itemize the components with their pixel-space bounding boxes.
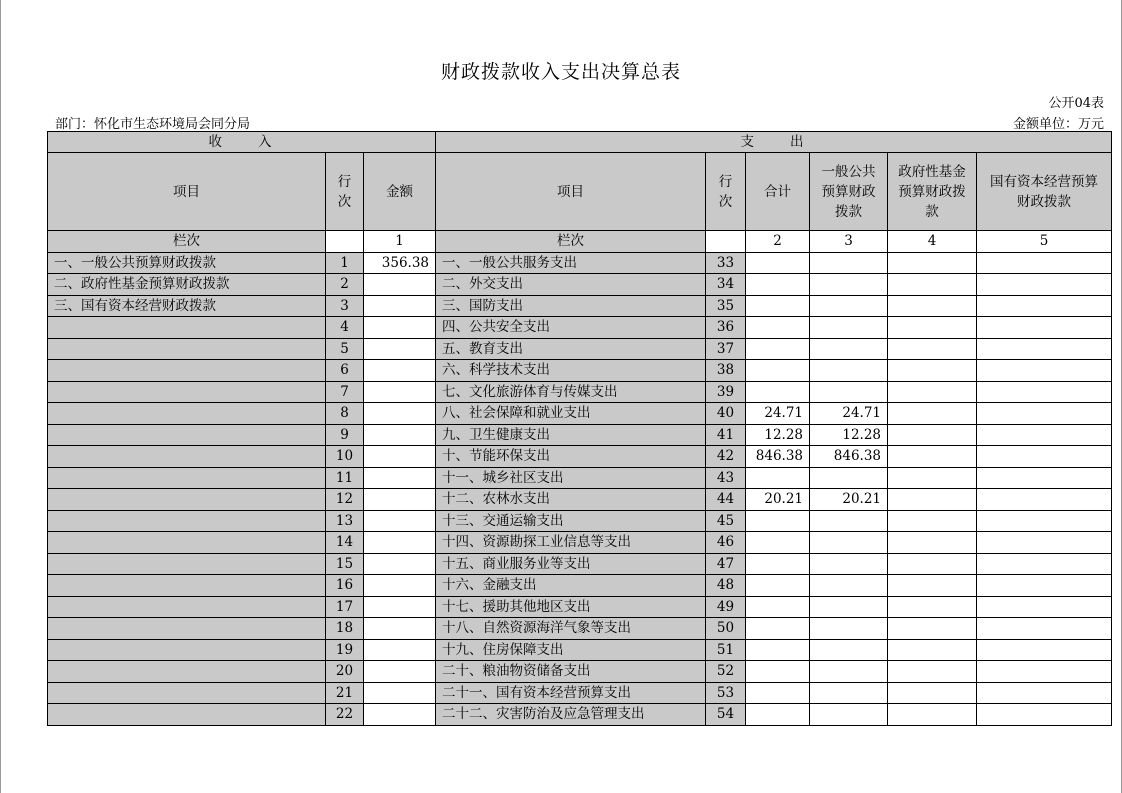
gov-fund-cell [888, 618, 977, 640]
state-capital-cell [977, 403, 1112, 425]
general-budget-cell [810, 596, 888, 618]
table-row [48, 295, 1112, 317]
gov-fund-cell [888, 510, 977, 532]
table-row [48, 661, 1112, 683]
income-row-no-cell: 20 [326, 661, 364, 683]
income-row-no-cell: 10 [326, 446, 364, 468]
table-row [48, 403, 1112, 425]
income-item-cell [48, 682, 326, 704]
general-budget-cell [810, 360, 888, 382]
income-item-cell [48, 467, 326, 489]
gov-fund-cell [888, 424, 977, 446]
table-row [48, 618, 1112, 640]
table-row [48, 553, 1112, 575]
gov-fund-cell [888, 317, 977, 339]
table-row [48, 274, 1112, 296]
expense-item-cell: 十二、农林水支出 [436, 489, 706, 511]
expense-item-cell: 九、卫生健康支出 [436, 424, 706, 446]
general-budget-cell: 846.38 [810, 446, 888, 468]
total-cell [746, 295, 810, 317]
expense-section-header: 支 出 [436, 132, 1112, 153]
general-budget-cell [810, 661, 888, 683]
income-item-header: 项目 [48, 153, 326, 231]
expense-row-no-cell: 50 [706, 618, 746, 640]
state-capital-cell [977, 682, 1112, 704]
gov-fund-header: 政府性基金预算财政拨款 [888, 153, 977, 231]
expense-row-no-cell: 46 [706, 532, 746, 554]
gov-fund-cell [888, 575, 977, 597]
income-row-no-cell: 14 [326, 532, 364, 554]
expense-item-cell: 十五、商业服务业等支出 [436, 553, 706, 575]
table-row [48, 575, 1112, 597]
expense-row-no-cell: 49 [706, 596, 746, 618]
income-row-no-cell: 3 [326, 295, 364, 317]
expense-item-cell: 十九、住房保障支出 [436, 639, 706, 661]
table-row [48, 338, 1112, 360]
state-capital-cell [977, 424, 1112, 446]
state-capital-cell [977, 618, 1112, 640]
expense-row-no-cell: 48 [706, 575, 746, 597]
table-row [48, 252, 1112, 274]
state-capital-cell [977, 338, 1112, 360]
expense-item-header: 项目 [436, 153, 706, 231]
state-capital-cell [977, 661, 1112, 683]
state-capital-cell [977, 467, 1112, 489]
fiscal-summary-table [47, 131, 1112, 726]
state-capital-cell [977, 532, 1112, 554]
page-title: 财政拨款收入支出决算总表 [440, 61, 681, 83]
state-capital-cell [977, 575, 1112, 597]
income-item-cell [48, 532, 326, 554]
expense-item-cell: 二十一、国有资本经营预算支出 [436, 682, 706, 704]
state-capital-cell [977, 510, 1112, 532]
gov-fund-cell [888, 553, 977, 575]
form-number: 公开04表 [1048, 96, 1104, 111]
income-amount-cell [364, 510, 436, 532]
column-index-5: 5 [977, 231, 1112, 253]
total-cell [746, 618, 810, 640]
income-amount-cell [364, 661, 436, 683]
state-capital-header: 国有资本经营预算财政拨款 [977, 153, 1112, 231]
column-index-3: 3 [810, 231, 888, 253]
general-budget-cell [810, 618, 888, 640]
income-amount-cell [364, 360, 436, 382]
general-budget-cell [810, 467, 888, 489]
total-cell [746, 553, 810, 575]
expense-row-no-cell: 54 [706, 704, 746, 726]
table-row [48, 424, 1112, 446]
column-index-blank [706, 231, 746, 253]
total-cell [746, 252, 810, 274]
expense-item-cell: 十、节能环保支出 [436, 446, 706, 468]
total-cell: 846.38 [746, 446, 810, 468]
income-amount-cell [364, 553, 436, 575]
income-amount-cell [364, 575, 436, 597]
department-label: 部门：怀化市生态环境局会同分局 [55, 117, 251, 132]
total-cell: 12.28 [746, 424, 810, 446]
general-budget-cell: 24.71 [810, 403, 888, 425]
gov-fund-cell [888, 489, 977, 511]
income-amount-cell [364, 639, 436, 661]
general-budget-cell [810, 381, 888, 403]
total-cell [746, 467, 810, 489]
column-index-label: 栏次 [48, 231, 326, 253]
amount-unit-label: 金额单位：万元 [1012, 117, 1104, 132]
income-amount-cell: 356.38 [364, 252, 436, 274]
total-cell [746, 274, 810, 296]
income-item-cell [48, 661, 326, 683]
income-item-cell [48, 489, 326, 511]
expense-row-no-cell: 51 [706, 639, 746, 661]
expense-item-cell: 十三、交通运输支出 [436, 510, 706, 532]
expense-row-no-cell: 41 [706, 424, 746, 446]
income-amount-cell [364, 295, 436, 317]
general-budget-cell [810, 252, 888, 274]
gov-fund-cell [888, 661, 977, 683]
total-cell [746, 639, 810, 661]
income-amount-cell [364, 381, 436, 403]
expense-row-no-cell: 45 [706, 510, 746, 532]
income-item-cell [48, 338, 326, 360]
total-cell [746, 381, 810, 403]
expense-row-no-cell: 44 [706, 489, 746, 511]
expense-item-cell: 二十、粮油物资储备支出 [436, 661, 706, 683]
column-index-blank [326, 231, 364, 253]
income-item-cell [48, 446, 326, 468]
expense-item-cell: 十六、金融支出 [436, 575, 706, 597]
expense-row-no-cell: 38 [706, 360, 746, 382]
expense-row-no-cell: 47 [706, 553, 746, 575]
expense-row-no-cell: 34 [706, 274, 746, 296]
expense-row-no-header: 行次 [706, 153, 746, 231]
income-amount-cell [364, 338, 436, 360]
income-row-no-cell: 18 [326, 618, 364, 640]
income-item-cell [48, 403, 326, 425]
state-capital-cell [977, 553, 1112, 575]
expense-item-cell: 五、教育支出 [436, 338, 706, 360]
income-amount-cell [364, 446, 436, 468]
income-row-no-header: 行次 [326, 153, 364, 231]
gov-fund-cell [888, 704, 977, 726]
income-row-no-cell: 8 [326, 403, 364, 425]
income-section-header: 收 入 [48, 132, 436, 153]
state-capital-cell [977, 596, 1112, 618]
gov-fund-cell [888, 274, 977, 296]
total-cell: 24.71 [746, 403, 810, 425]
expense-item-cell: 三、国防支出 [436, 295, 706, 317]
general-budget-cell [810, 682, 888, 704]
table-row [48, 510, 1112, 532]
general-budget-cell [810, 532, 888, 554]
column-index-2: 2 [746, 231, 810, 253]
total-cell [746, 338, 810, 360]
income-item-cell [48, 424, 326, 446]
expense-item-cell: 十四、资源勘探工业信息等支出 [436, 532, 706, 554]
column-index-4: 4 [888, 231, 977, 253]
expense-item-cell: 七、文化旅游体育与传媒支出 [436, 381, 706, 403]
table-row [48, 360, 1112, 382]
table-row [48, 446, 1112, 468]
expense-row-no-cell: 33 [706, 252, 746, 274]
general-budget-cell [810, 338, 888, 360]
income-amount-cell [364, 682, 436, 704]
total-cell [746, 532, 810, 554]
expense-item-cell: 八、社会保障和就业支出 [436, 403, 706, 425]
expense-row-no-cell: 37 [706, 338, 746, 360]
income-item-cell [48, 704, 326, 726]
income-amount-cell [364, 274, 436, 296]
gov-fund-cell [888, 381, 977, 403]
general-budget-cell [810, 575, 888, 597]
income-amount-cell [364, 424, 436, 446]
gov-fund-cell [888, 360, 977, 382]
expense-item-cell: 六、科学技术支出 [436, 360, 706, 382]
state-capital-cell [977, 446, 1112, 468]
general-budget-cell [810, 274, 888, 296]
table-row [48, 317, 1112, 339]
income-row-no-cell: 1 [326, 252, 364, 274]
income-row-no-cell: 11 [326, 467, 364, 489]
income-item-cell [48, 596, 326, 618]
table-row [48, 704, 1112, 726]
total-cell [746, 704, 810, 726]
state-capital-cell [977, 639, 1112, 661]
expense-item-cell: 二、外交支出 [436, 274, 706, 296]
gov-fund-cell [888, 532, 977, 554]
total-cell [746, 596, 810, 618]
state-capital-cell [977, 295, 1112, 317]
income-amount-cell [364, 317, 436, 339]
table-row [48, 467, 1112, 489]
general-budget-cell [810, 510, 888, 532]
total-cell [746, 682, 810, 704]
table-row [48, 532, 1112, 554]
table-row [48, 682, 1112, 704]
income-row-no-cell: 2 [326, 274, 364, 296]
expense-row-no-cell: 39 [706, 381, 746, 403]
income-row-no-cell: 7 [326, 381, 364, 403]
general-budget-cell [810, 704, 888, 726]
total-cell [746, 661, 810, 683]
income-amount-header: 金额 [364, 153, 436, 231]
gov-fund-cell [888, 295, 977, 317]
gov-fund-cell [888, 252, 977, 274]
income-row-no-cell: 6 [326, 360, 364, 382]
expense-item-cell: 十七、援助其他地区支出 [436, 596, 706, 618]
gov-fund-cell [888, 467, 977, 489]
income-row-no-cell: 5 [326, 338, 364, 360]
state-capital-cell [977, 704, 1112, 726]
income-item-cell: 三、国有资本经营财政拨款 [48, 295, 326, 317]
income-amount-cell [364, 704, 436, 726]
general-budget-cell [810, 553, 888, 575]
income-item-cell [48, 575, 326, 597]
expense-row-no-cell: 43 [706, 467, 746, 489]
income-row-no-cell: 15 [326, 553, 364, 575]
total-cell [746, 360, 810, 382]
income-row-no-cell: 17 [326, 596, 364, 618]
income-item-cell [48, 553, 326, 575]
expense-row-no-cell: 35 [706, 295, 746, 317]
income-item-cell [48, 510, 326, 532]
income-row-no-cell: 22 [326, 704, 364, 726]
general-budget-cell: 12.28 [810, 424, 888, 446]
expense-row-no-cell: 42 [706, 446, 746, 468]
general-budget-header: 一般公共预算财政拨款 [810, 153, 888, 231]
income-amount-cell [364, 532, 436, 554]
gov-fund-cell [888, 682, 977, 704]
gov-fund-cell [888, 639, 977, 661]
expense-item-cell: 二十二、灾害防治及应急管理支出 [436, 704, 706, 726]
table-row [48, 381, 1112, 403]
income-item-cell [48, 381, 326, 403]
income-row-no-cell: 19 [326, 639, 364, 661]
income-row-no-cell: 16 [326, 575, 364, 597]
state-capital-cell [977, 381, 1112, 403]
state-capital-cell [977, 252, 1112, 274]
general-budget-cell [810, 639, 888, 661]
income-row-no-cell: 13 [326, 510, 364, 532]
expense-item-cell: 十八、自然资源海洋气象等支出 [436, 618, 706, 640]
column-index-1: 1 [364, 231, 436, 253]
table-row [48, 489, 1112, 511]
income-item-cell: 二、政府性基金预算财政拨款 [48, 274, 326, 296]
total-cell [746, 510, 810, 532]
income-amount-cell [364, 403, 436, 425]
gov-fund-cell [888, 596, 977, 618]
state-capital-cell [977, 317, 1112, 339]
state-capital-cell [977, 274, 1112, 296]
general-budget-cell [810, 295, 888, 317]
general-budget-cell [810, 317, 888, 339]
income-amount-cell [364, 596, 436, 618]
income-item-cell [48, 360, 326, 382]
state-capital-cell [977, 489, 1112, 511]
state-capital-cell [977, 360, 1112, 382]
expense-row-no-cell: 36 [706, 317, 746, 339]
expense-item-cell: 一、一般公共服务支出 [436, 252, 706, 274]
total-header: 合计 [746, 153, 810, 231]
expense-item-cell: 十一、城乡社区支出 [436, 467, 706, 489]
table-row [48, 596, 1112, 618]
income-row-no-cell: 9 [326, 424, 364, 446]
expense-row-no-cell: 52 [706, 661, 746, 683]
table-row [48, 639, 1112, 661]
total-cell [746, 575, 810, 597]
income-item-cell [48, 618, 326, 640]
income-amount-cell [364, 618, 436, 640]
gov-fund-cell [888, 403, 977, 425]
total-cell: 20.21 [746, 489, 810, 511]
income-row-no-cell: 12 [326, 489, 364, 511]
income-row-no-cell: 4 [326, 317, 364, 339]
general-budget-cell: 20.21 [810, 489, 888, 511]
gov-fund-cell [888, 446, 977, 468]
expense-row-no-cell: 53 [706, 682, 746, 704]
income-item-cell [48, 639, 326, 661]
expense-row-no-cell: 40 [706, 403, 746, 425]
income-item-cell [48, 317, 326, 339]
column-index-label: 栏次 [436, 231, 706, 253]
income-item-cell: 一、一般公共预算财政拨款 [48, 252, 326, 274]
income-row-no-cell: 21 [326, 682, 364, 704]
expense-item-cell: 四、公共安全支出 [436, 317, 706, 339]
income-amount-cell [364, 489, 436, 511]
total-cell [746, 317, 810, 339]
gov-fund-cell [888, 338, 977, 360]
income-amount-cell [364, 467, 436, 489]
